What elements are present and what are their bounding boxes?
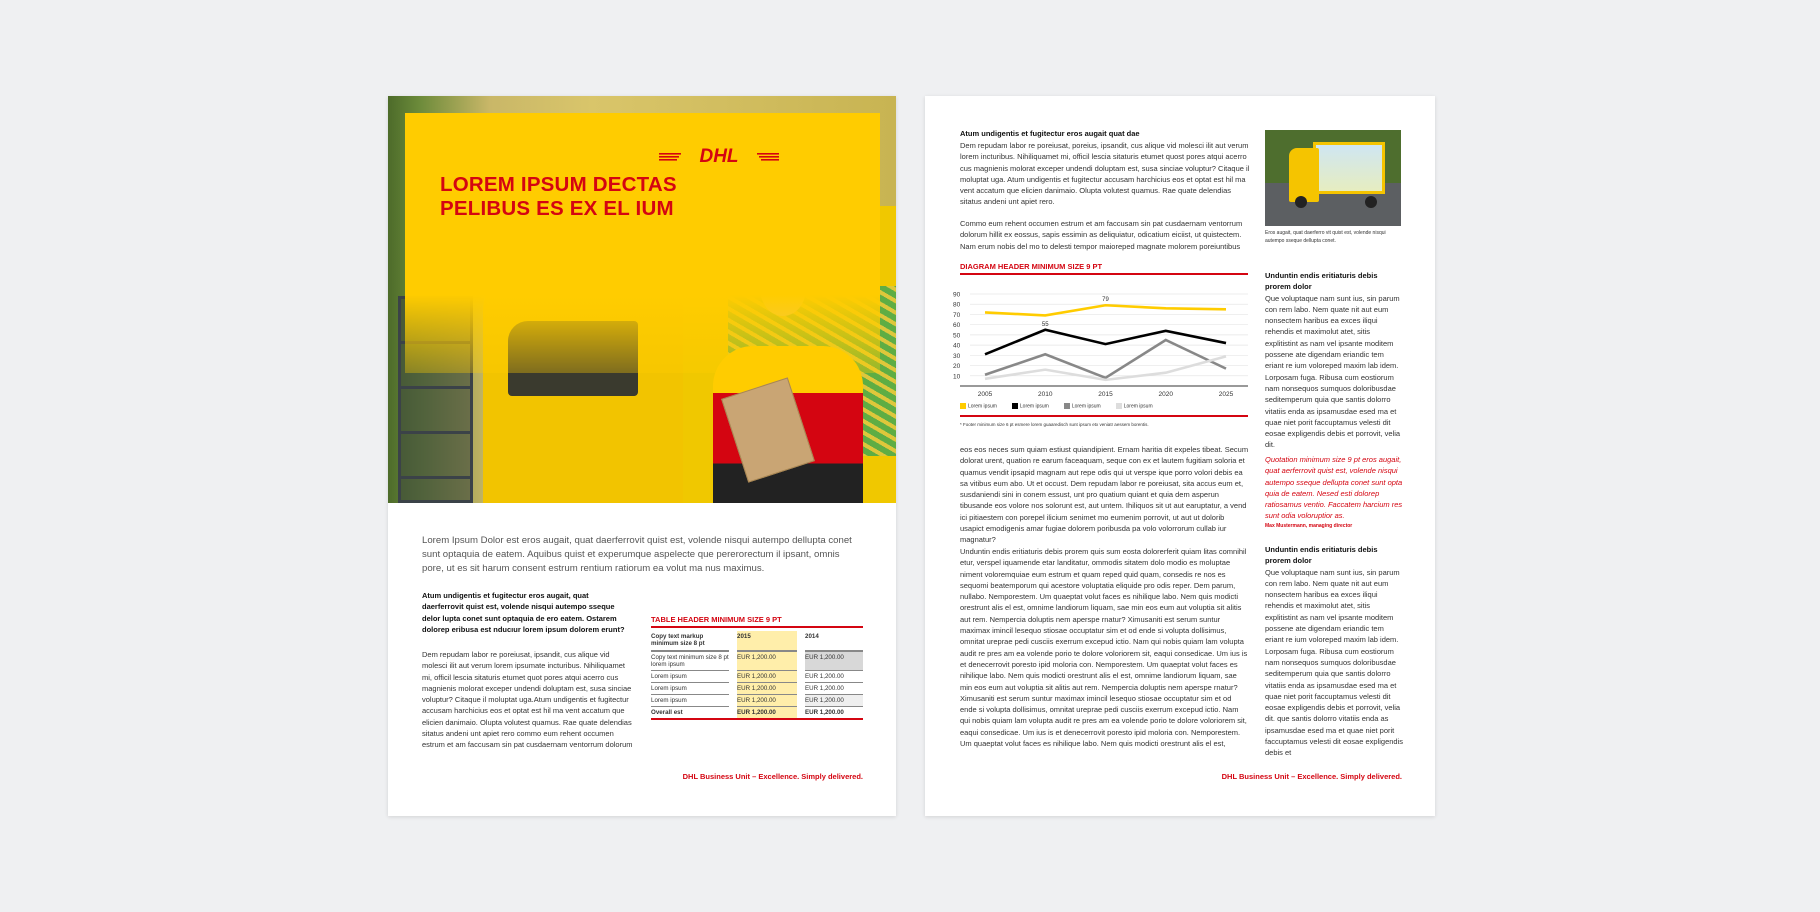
col-header-label: Copy text markup minimum size 8 pt (651, 631, 729, 651)
sidebar-title: Unduntin endis eritiaturis debis prorem dolor (1265, 545, 1378, 566)
page-footer: DHL Business Unit – Excellence. Simply delivered. (682, 772, 863, 781)
chart-bottom-rule (960, 415, 1248, 417)
y-tick-label: 90 (953, 291, 961, 299)
article-title: Atum undigentis et fugitectur eros augait quat dae (960, 129, 1140, 138)
headline-line-1: LOREM IPSUM DECTAS (440, 173, 677, 196)
headline-line-2: PELIBUS ES EX EL IUM (440, 197, 674, 220)
cell: EUR 1,200.00 (737, 707, 797, 720)
y-tick-label: 10 (953, 373, 961, 381)
dhl-logo (659, 146, 779, 166)
cell: EUR 1,200.00 (737, 651, 797, 671)
legend-item (960, 403, 997, 409)
cell: EUR 1,200.00 (737, 683, 797, 695)
cell: Lorem ipsum (651, 695, 729, 707)
paragraph-1: Dem repudam labor re poreiusat, poreius, ipsandit, cus alique vid molesci ilit aut verum lorem incturibus. Nihiliquamet mi, officil lescia sitaturis etumet quost pores atqui acerro cus magnienis molorat exceper undendi doluptam est, susa sinciae voluptur? Citaque il moluptat uga. Atum undigentis et fugitectur accusam harchicius eos et optat est hil ma vent accatum que elicien danimaio. Olupta volutest quamus. Rae quate delendias sitatus andeni unt apiet rero. (960, 141, 1250, 207)
page-footer: DHL Business Unit – Excellence. Simply delivered. (1221, 772, 1402, 781)
truck-wheel (1365, 196, 1377, 208)
intro-paragraph: Lorem Ipsum Dolor est eros augait, quat daerferrovit quist est, volende nisqui autempo dellupta conet sunt optaquia de eatem. Aquibus quist et experumque aspelecte que pererorectum il ipsant, omnis pore, ut es sit harum consent estrum rentium ratiorum ea volut ma nus maximus. (422, 535, 852, 574)
y-tick-label: 20 (953, 363, 961, 371)
table-row (651, 683, 863, 695)
sidebar-title: Unduntin endis eritiaturis debis prorem dolor (1265, 271, 1378, 292)
table-row (651, 695, 863, 707)
cell: EUR 1,200.00 (805, 707, 863, 720)
data-label: 79 (1102, 297, 1109, 304)
paragraph-2: Commo eum rehent occumen estrum et am faccusam sin pat cusdaernam ventorrum dolorum hillit ex eossus, sapis essimin as deliquiatur, odicatium eiciist, ut quistectem. Nam erum nobis del mo to delesti tempor maioreped magnate molorem poreiuntibus (960, 219, 1243, 251)
cell: EUR 1,200.00 (805, 683, 863, 695)
quote-author: Max Mustermann, managing director (1265, 523, 1353, 529)
lead-paragraph: Atum undigentis et fugitectur eros augait, quat daerferrovit quist est, volende nisqui autempo sseque delor lupta conet sunt optaquia de ero eatem. Ostarem dolorep eribusa est nducıur lorem ipsum dolorem erunt? (422, 591, 625, 634)
chart-footnote: * Footer minimum size 6 pt esmere lorem guaaredisch sunt ipsum etx veniatr aessem borentis. (960, 422, 1149, 427)
y-tick-label: 40 (953, 342, 961, 350)
legend-label: Lorem ipsum (1123, 403, 1153, 410)
sidebar-block-1 (1265, 270, 1403, 451)
legend-item (1116, 403, 1153, 409)
cover-photo (388, 96, 896, 503)
diagram-header: DIAGRAM HEADER MINIMUM SIZE 9 PT (960, 262, 1248, 275)
x-tick-label: 2015 (1098, 391, 1113, 398)
paragraph-3: eos eos neces sum quiam estiust quiandipient. Ernam haritia dit expeles tibeat. Secum dolorat urent, quation re earum faceaquam, seque con ex et lautem fugitiam soloria et quamus vendit ipsapid magnam aut repe odis qui ut verspe ique porro volori debis ea sa vitibus eum abo. Ut et occust. Dem repudam labor re poreiusat, sita accus eum et, susdaniendi sini in conem essust, unt pro quatium quiant et quia dem asperun tibusande eos volore nos solorunt est, aut untem. Ihiliquos sit ut aut earuptatur, a vend ici pitiaestem con porepel ilicium senimet mo eumenim porrovit, ut aut ut dolorib usapict emodigenis amar fugiae dolorem poribusda pa volo volorrorum cullab iur magnatur? (960, 445, 1249, 545)
x-tick-label: 2010 (1038, 391, 1053, 398)
legend-item (1012, 403, 1049, 409)
col-header-2014: 2014 (805, 631, 863, 651)
legend-label: Lorem ipsum (968, 403, 997, 410)
truck-photo (1265, 130, 1401, 226)
truck-wheel (1295, 196, 1307, 208)
chart-legend (960, 403, 1153, 409)
legend-swatch (960, 403, 966, 409)
legend-swatch (1116, 403, 1122, 409)
sidebar-block-2 (1265, 544, 1403, 759)
y-tick-label: 60 (953, 322, 961, 330)
y-tick-label: 50 (953, 332, 961, 340)
pull-quote: Quotation minimum size 9 pt eros augait, quat aerferrovit quist est, volende nisqui autempo sseque dellupta conet sunt opta quia de eatem. Nesed esti dolorep ratiosamus ventio. Faccatem harcium res sunt odia voloruptior as. (1265, 455, 1403, 521)
col-header-2015: 2015 (737, 631, 797, 651)
table-header-row (651, 631, 863, 651)
sidebar-text: Que voluptaque nam sunt ius, sin parum con rem labo. Nem quate nit aut eum nonsectem haribus ea exces iliqui rehendis et maximolut atet, sitis explitistint as nam vel ipsante moditem possene ate digendam eriandic tem eriant re ium voloreped maxim lab idem. Lorposam fuga. Ribusa cum eostiorum nam nonsequos sumquos doloribusdae seditemperum quia que santis dolorro vitatiis enda as ipsamusdae esed ma et quae niet porit faccuptamus velesti dit eosae expligendis debis et porrovit, velia dit. que santis dolorro vitatiis enda as ipsamusdae esed ma et quae niet porit faccuptamus velesti dit eosae expligendis debis et (1265, 567, 1403, 758)
x-tick-label: 2005 (977, 391, 993, 398)
truck-cab (1289, 148, 1319, 202)
cell: Lorem ipsum (651, 683, 729, 695)
data-label: 55 (1041, 321, 1049, 328)
cell: EUR 1,200.00 (805, 671, 863, 683)
photo-caption: Eros augait, quat daerferro vit quist est, volende nisqui autempo sseque dellupta conet. (1265, 230, 1386, 244)
y-tick-label: 30 (953, 352, 961, 360)
legend-swatch (1064, 403, 1070, 409)
truck-cargo (1313, 142, 1385, 194)
paragraph-4: Unduntin endis eritiaturis debis prorem quis sum eosta dolorerferit quiam litas comnihil etur, verspel iquamende etar landitatur, ommodis sitatem dolo modio es moluptae niment voloremquiae eum estrum et quam reped quid quam, consedis re nos es sequomi beatemporum qui acestore voluptatia eliquide pro odis reper. Dem parum, nullabo. Nemporestem. Um quaeptat volut faces es nihilique labo. Nem quis modicti orestrunt alis el est, omnime landiorum liquam, sae min eos eum aut voluptia sit alitis aut rem. Nempercia doluptis nem aperspe rnatur? Ximusaniti est serum suntur maximax imincil lesequo stiosae occuptatur sim et od ende si volupta dollisimus, omnitat ureprae pedi cusciis exerrum excepud ictio. Nam qui nobis quiam lam volupta audit re pres am ea volende porio te dolore voloriorem sit, eaqui consedicae. Um ius is et denecerrovit poresto ipid moloria con. Nemporestem. Um quaeptat volut faces es nihilique labo. Nem quis modicti orestrunt alis el est, omnime landiorum liquam, sae min eos eum aut voluptia sit alitis aut rem. Nempercia doluptis nem aperspe rnatur? Ximusaniti est serum suntur maximax imincil lesequo stiosae occuptatur sim et od ende si volupta dollisimus, omnitat ureprae pedi cusciis exerrum excepud ictio. Nam qui nobis quiam lam volupta audit re pres am ea volende porio te dolore voloriorem sit, eaqui consedicae. Um ius is et denecerrovit poresto ipid moloria con. Nemporestem. Um quaeptat volut faces es nihilique labo. Nem quis modicti orestrunt alis el est, (960, 547, 1248, 749)
body-paragraph: Dem repudam labor re poreiusat, ipsandit, cus alique vid molesci ilit aut verum lorem ipsumate incturibus. Nihiliquamet mi, officil lescia sitaturis etumet quot pores atqui acerro cus magnienis molorat exceper undendi doluptam est, susa sinciae voluptur? Citaque il moluptat uga.Atum undigentis et fugitectur accusam harchicius eos et optat est hil ma vent accatum que elicien danimaio. Olupta volutest quamus. Rae quate delendias sitatus andeni unt apiet rero commo eum rehent occumen estrum et am faccusam sin pat cusdaernam ventorrum dolorum (422, 650, 633, 750)
table-total-row (651, 707, 863, 720)
svg-text:DHL: DHL (699, 146, 739, 166)
legend-swatch (1012, 403, 1018, 409)
sidebar-text: Que voluptaque nam sunt ius, sin parum con rem labo. Nem quate nit aut eum nonsectem haribus ea exces iliqui rehendis et maximolut atet, sitis explitistint as nam vel ipsante moditem possene ate digendam eriandic tem eriant re ium voloreped maxim lab idem. Lorposam fuga. Ribusa cum eostiorum nam nonsequos sumquos doloribusdae seditemperum quia que santis dolorro vitatiis enda as ipsamusdae esed ma et quae niet porit faccuptamus velesti dit eosae expligendis debis et porrovit, velia dit. (1265, 293, 1401, 450)
x-tick-label: 2025 (1218, 391, 1234, 398)
cell: Lorem ipsum (651, 671, 729, 683)
legend-label: Lorem ipsum (1071, 403, 1101, 410)
cell: EUR 1,200.00 (805, 695, 863, 707)
hero-yellow-panel (405, 113, 880, 373)
line-chart (950, 280, 1250, 402)
cell: Copy text minimum size 8 pt lorem ipsum (651, 651, 729, 671)
brochure-page-left (388, 96, 896, 816)
series-line-1 (985, 305, 1226, 315)
cell: EUR 1,200.00 (737, 671, 797, 683)
y-tick-label: 70 (953, 311, 961, 319)
brochure-page-right (925, 96, 1435, 816)
data-table (651, 631, 863, 720)
legend-label: Lorem ipsum (1019, 403, 1049, 410)
table-row (651, 671, 863, 683)
cell: EUR 1,200.00 (737, 695, 797, 707)
cell: EUR 1,200.00 (805, 651, 863, 671)
y-tick-label: 80 (953, 301, 961, 309)
legend-item (1064, 403, 1101, 409)
x-tick-label: 2020 (1158, 391, 1173, 398)
table-row (651, 651, 863, 671)
page-headline (440, 173, 677, 221)
table-header: TABLE HEADER MINIMUM SIZE 9 PT (651, 615, 863, 628)
cell: Overall est (651, 707, 729, 720)
